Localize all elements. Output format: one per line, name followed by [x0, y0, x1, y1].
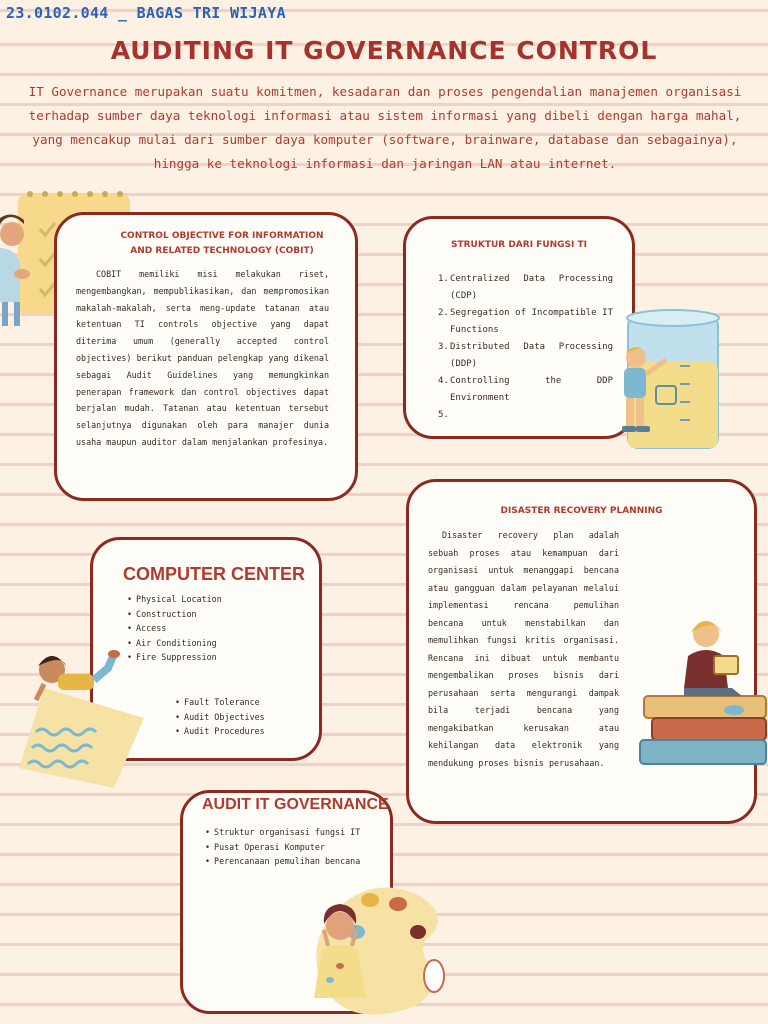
person-head-icon: [0, 222, 24, 246]
paper-icon: [19, 688, 144, 788]
list-item: • Audit Objectives: [175, 710, 265, 725]
computer-center-title: COMPUTER CENTER: [123, 564, 306, 584]
list-item: • Audit Procedures: [175, 724, 265, 739]
audit-list: [205, 825, 387, 869]
list-item: • Access: [127, 621, 222, 636]
intro-paragraph: IT Governance merupakan suatu komitmen, kesadaran dan proses pengendalian manajemen organisasi terhadap sumber daya teknologi informasi atau sistem informasi yang dibeli dengan harga mahal, yang mencakup mulai dari sumber daya komputer (software, brainware, database dan sebagainya), hingga ke teknologi informasi dan jaringan LAN atau internet.: [28, 84, 742, 171]
beaker-illustration: [606, 306, 724, 452]
list-item: • Pusat Operasi Komputer: [205, 840, 387, 855]
list-item: • Perencanaan pemulihan bencana: [205, 854, 387, 869]
book-icon: [652, 718, 766, 740]
book-icon: [640, 740, 766, 764]
cobit-title: CONTROL OBJECTIVE FOR INFORMATION AND RELATED TECHNOLOGY (COBIT): [120, 231, 324, 256]
writing-child-illustration: [14, 648, 162, 788]
books-illustration: [636, 612, 768, 777]
audit-title: AUDIT IT GOVERNANCE: [202, 796, 389, 813]
struktur-list: [438, 271, 613, 424]
list-item: • Fault Tolerance: [175, 695, 265, 710]
palette-illustration: [300, 876, 450, 1024]
cobit-card: [54, 212, 358, 501]
computer-center-list-bottom: [175, 695, 265, 739]
list-item: • Construction: [127, 607, 222, 622]
book-icon: [644, 696, 766, 718]
list-item: • Struktur organisasi fungsi IT: [205, 825, 387, 840]
girl-head-icon: [326, 912, 354, 940]
list-item: 1. Centralized Data Processing (CDP): [438, 274, 613, 301]
disaster-body: Disaster recovery plan adalah sebuah proses atau kemampuan dari organisasi untuk menanggapi bencana atau gangguan dalam pelayanan melalui implementasi rencana pemulihan bencana untuk menstabilkan dan memulihkan fungsi kritis organisasi. Rencana ini dibuat untuk membantu mengembalikan proses bisnis dari perusahaan serta mengurangi dampak bila terjadi bencana yang mengakibatkan kerusakan atau kehilangan data elektronik yang mendukung proses bisnis perusahaan.: [428, 530, 619, 768]
author-id: 23.0102.044 _ BAGAS TRI WIJAYA: [6, 4, 286, 22]
list-item: • Fire Suppression: [127, 650, 222, 665]
list-item: • Physical Location: [127, 592, 222, 607]
list-item: 2. Segregation of Incompatible IT Functions: [438, 308, 613, 335]
list-item: 3. Distributed Data Processing (DDP): [438, 342, 613, 369]
cobit-body: COBIT memiliki misi melakukan riset, mengembangkan, mempublikasikan, dan mempromosikan makalah-makalah, serta meng-update tatanan atau ketentuan TI controls objective yang dapat diterima umum (generally accepted control objectives) berikut panduan pelengkap yang dikenal sebagai Audit Guidelines yang memungkinkan penerapan framework dan control objectives dapat berjalan mudah. Tatanan atau ketentuan tersebut selanjutnya digunakan oleh para manajer dunia usaha maupun auditor dalam menjalankan profesinya.: [76, 269, 329, 447]
list-item: 4. Controlling the DDP Environment: [438, 376, 613, 403]
disaster-title: DISASTER RECOVERY PLANNING: [500, 506, 663, 516]
struktur-title: STRUKTUR DARI FUNGSI TI: [450, 240, 588, 250]
list-item: • Air Conditioning: [127, 636, 222, 651]
struktur-card: [403, 216, 635, 439]
list-item: 5.: [438, 410, 449, 420]
page-title: AUDITING IT GOVERNANCE CONTROL: [110, 36, 658, 65]
